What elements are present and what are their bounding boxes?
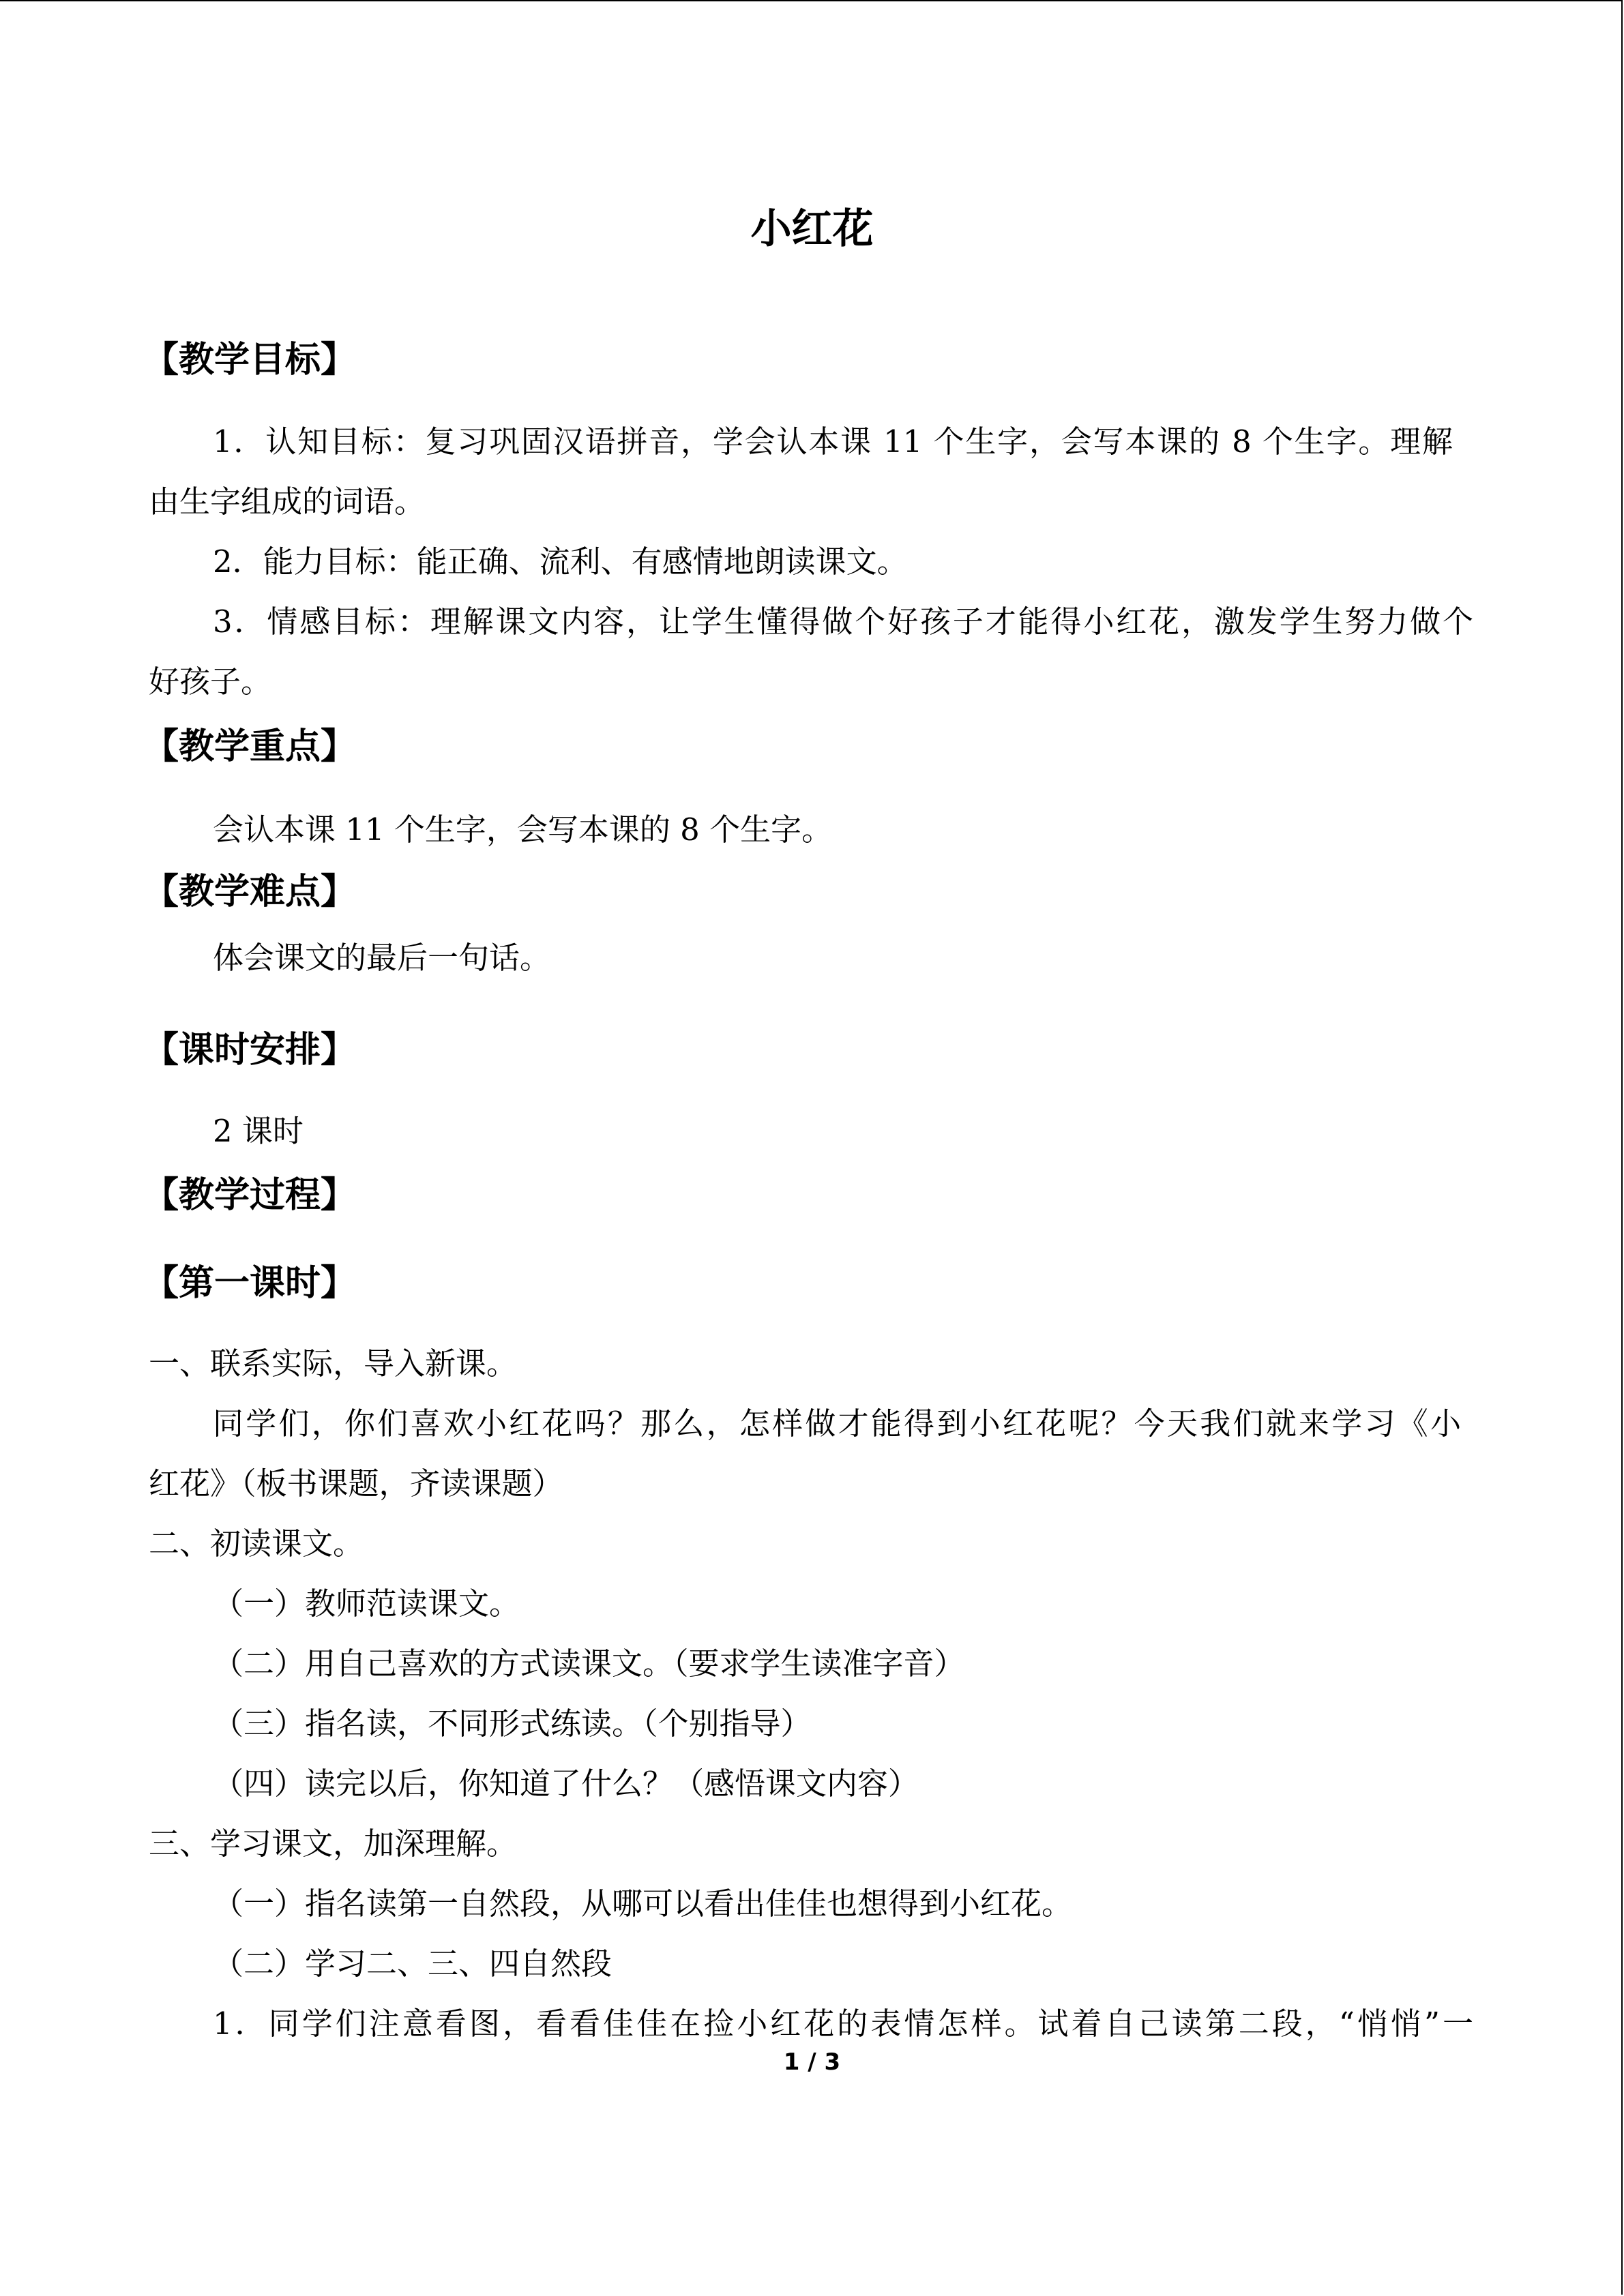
step-2-item-d: （四）读完以后，你知道了什么？（感悟课文内容） [213, 1765, 919, 1802]
key-points-text: 会认本课 11 个生字，会写本课的 8 个生字。 [213, 811, 833, 848]
heading-key-points: 【教学重点】 [143, 726, 357, 767]
step-3-item-a: （一）指名读第一自然段，从哪可以看出佳佳也想得到小红花。 [213, 1885, 1073, 1922]
step-2-item-b: （二）用自己喜欢的方式读课文。（要求学生读准字音） [213, 1645, 965, 1682]
goal-1-line-b: 由生字组成的词语。 [149, 483, 426, 520]
goal-3-line-b: 好孩子。 [149, 664, 272, 700]
goal-1-line-a: 1．认知目标：复习巩固汉语拼音，学会认本课 11 个生字，会写本课的 8 个生字。理解 [213, 423, 1453, 460]
goal-3-line-a: 3．情感目标：理解课文内容，让学生懂得做个好孩子才能得小红花，激发学生努力做个 [213, 603, 1473, 640]
heading-lesson-one: 【第一课时】 [143, 1263, 357, 1304]
document-title: 小红花 [750, 205, 874, 253]
heading-process: 【教学过程】 [143, 1175, 357, 1216]
step-3-item-c: 1．同学们注意看图，看看佳佳在捡小红花的表情怎样。试着自己读第二段，“悄悄”一 [213, 2006, 1473, 2042]
step-3-heading: 三、学习课文，加深理解。 [149, 1825, 518, 1862]
heading-teaching-goals: 【教学目标】 [143, 340, 357, 381]
page-number: 1 / 3 [783, 2048, 841, 2076]
goal-2: 2．能力目标：能正确、流利、有感情地朗读课文。 [213, 543, 908, 580]
step-2-item-c: （三）指名读，不同形式练读。（个别指导） [213, 1705, 812, 1742]
schedule-text: 2 课时 [213, 1113, 304, 1149]
step-2-item-a: （一）教师范读课文。 [213, 1585, 520, 1622]
step-1-text-line-a: 同学们，你们喜欢小红花吗？那么，怎样做才能得到小红花呢？今天我们就来学习《小 [213, 1405, 1461, 1442]
step-1-text-line-b: 红花》（板书课题，齐读课题） [149, 1465, 563, 1502]
step-2-heading: 二、初读课文。 [149, 1525, 364, 1562]
heading-difficulty: 【教学难点】 [143, 871, 357, 912]
step-1-heading: 一、联系实际，导入新课。 [149, 1345, 518, 1382]
difficulty-text: 体会课文的最后一句话。 [213, 940, 551, 976]
step-3-item-b: （二）学习二、三、四自然段 [213, 1945, 612, 1982]
heading-schedule: 【课时安排】 [143, 1030, 357, 1071]
